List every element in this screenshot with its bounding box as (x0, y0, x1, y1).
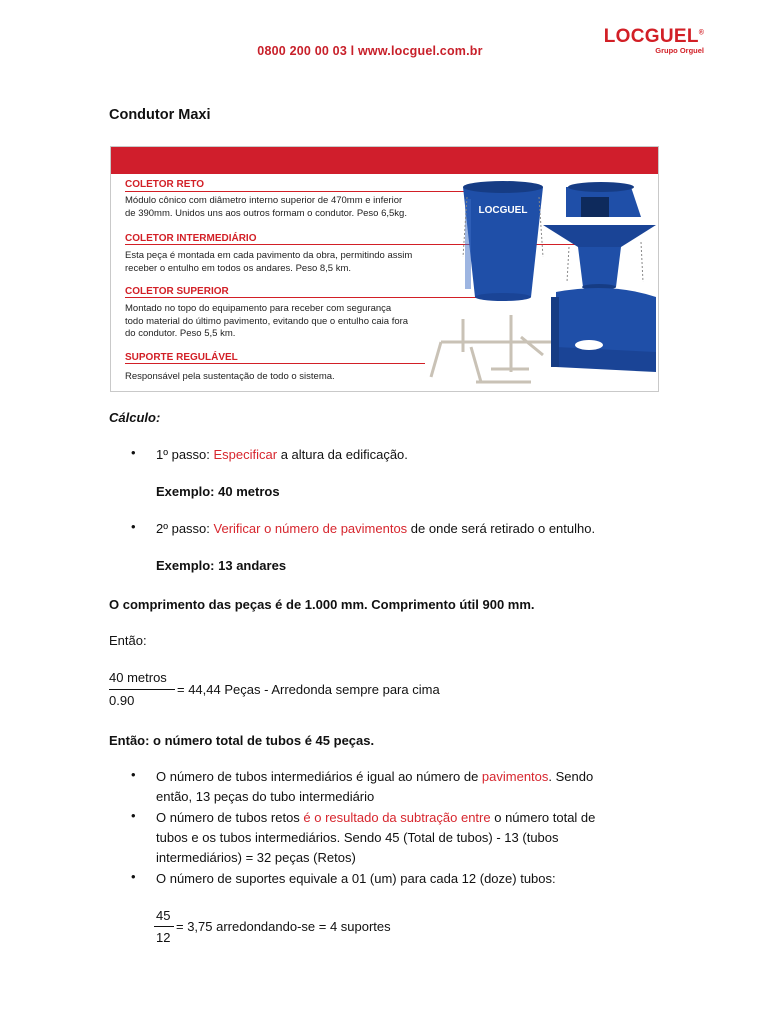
section-heading-coletor-intermediario: COLETOR INTERMEDIÁRIO (125, 233, 257, 244)
fraction-2-result: = 3,75 arredondando-se = 4 suportes (176, 919, 391, 934)
locguel-logo (594, 26, 714, 55)
header-contact: 0800 200 00 03 l www.locguel.com.br (257, 44, 483, 58)
fraction-1-result: = 44,44 Peças - Arredonda sempre para cima (177, 682, 440, 697)
bullet-dot: • (131, 767, 136, 782)
fraction-1-numerator: 40 metros (109, 670, 167, 685)
fraction-2-denominator: 12 (156, 930, 171, 945)
total-line: Então: o número total de tubos é 45 peças. (109, 733, 375, 748)
bullet-dot: • (131, 519, 136, 534)
bullet-straight-tubes-line2: tubos e os tubos intermediários. Sendo 45 (Total de tubos) - 13 (tubos (156, 830, 559, 845)
bullet-straight-tubes-line3: intermediários) = 32 peças (Retos) (156, 850, 356, 865)
fraction-1-denominator: 0.90 (109, 693, 135, 708)
section-text-coletor-superior: Montado no topo do equipamento para receber com segurança todo material do último pavimento, evitando que o entulho caia fora do condutor. Peso 5,5 km. (125, 303, 409, 339)
logo-subtitle: Grupo Orguel (655, 46, 704, 55)
bullet-dot: • (131, 869, 136, 884)
bullet-intermediate-tubes-line2: então, 13 peças do tubo intermediário (156, 789, 375, 804)
bullet-dot: • (131, 445, 136, 460)
entao-label: Então: (109, 633, 147, 648)
document-title: Condutor Maxi (109, 107, 211, 123)
bullet-straight-tubes: O número de tubos retos é o resultado da subtração entre o número total de (156, 810, 596, 825)
fraction-2-numerator: 45 (156, 908, 171, 923)
logo-registered: ® (698, 29, 705, 37)
upper-collector-image (551, 288, 656, 372)
bullet-supports: O número de suportes equivale a 01 (um) para cada 12 (doze) tubos: (156, 871, 556, 886)
straight-collector-image (463, 181, 543, 301)
step-1-highlight: Especificar (213, 447, 278, 462)
section-text-suporte-regulavel: Responsável pela sustentação de todo o sistema. (125, 371, 335, 382)
bullet-intermediate-tubes: O número de tubos intermediários é igual ao número de pavimentos. Sendo (156, 769, 594, 784)
product-figure (110, 146, 659, 392)
section-text-coletor-reto: Módulo cônico com diâmetro interno superior de 470mm e inferior de 390mm. Unidos uns aos outros formam o condutor. Peso 6,5kg. (125, 195, 407, 219)
section-text-coletor-intermediario: Esta peça é montada em cada pavimento da obra, permitindo assim receber o entulho em todos os andares. Peso 8,5 km. (125, 250, 413, 274)
fraction-2-bar (154, 926, 174, 927)
step-2: 2º passo: Verificar o número de pavimentos de onde será retirado o entulho. (156, 521, 596, 536)
bullet-dot: • (131, 808, 136, 823)
step-2-example: Exemplo: 13 andares (156, 558, 287, 573)
step-1: 1º passo: Especificar a altura da edificação. (156, 447, 408, 462)
step-2-highlight: Verificar o número de pavimentos (213, 521, 408, 536)
intermediate-collector-image (543, 182, 656, 290)
step-1-example: Exemplo: 40 metros (156, 484, 280, 499)
section-heading-coletor-reto: COLETOR RETO (125, 179, 205, 190)
section-heading-suporte-regulavel: SUPORTE REGULÁVEL (125, 352, 238, 363)
product-illustrations (111, 147, 658, 391)
length-note: O comprimento das peças é de 1.000 mm. Comprimento útil 900 mm. (109, 597, 535, 612)
fraction-1-bar (109, 689, 175, 690)
section-heading-coletor-superior: COLETOR SUPERIOR (125, 286, 229, 297)
svg-text:LOCGUEL: LOCGUEL (478, 205, 528, 216)
adjustable-support-image (431, 315, 551, 382)
calc-label: Cálculo: (109, 410, 161, 425)
logo-word: LOCGUEL (603, 26, 699, 47)
